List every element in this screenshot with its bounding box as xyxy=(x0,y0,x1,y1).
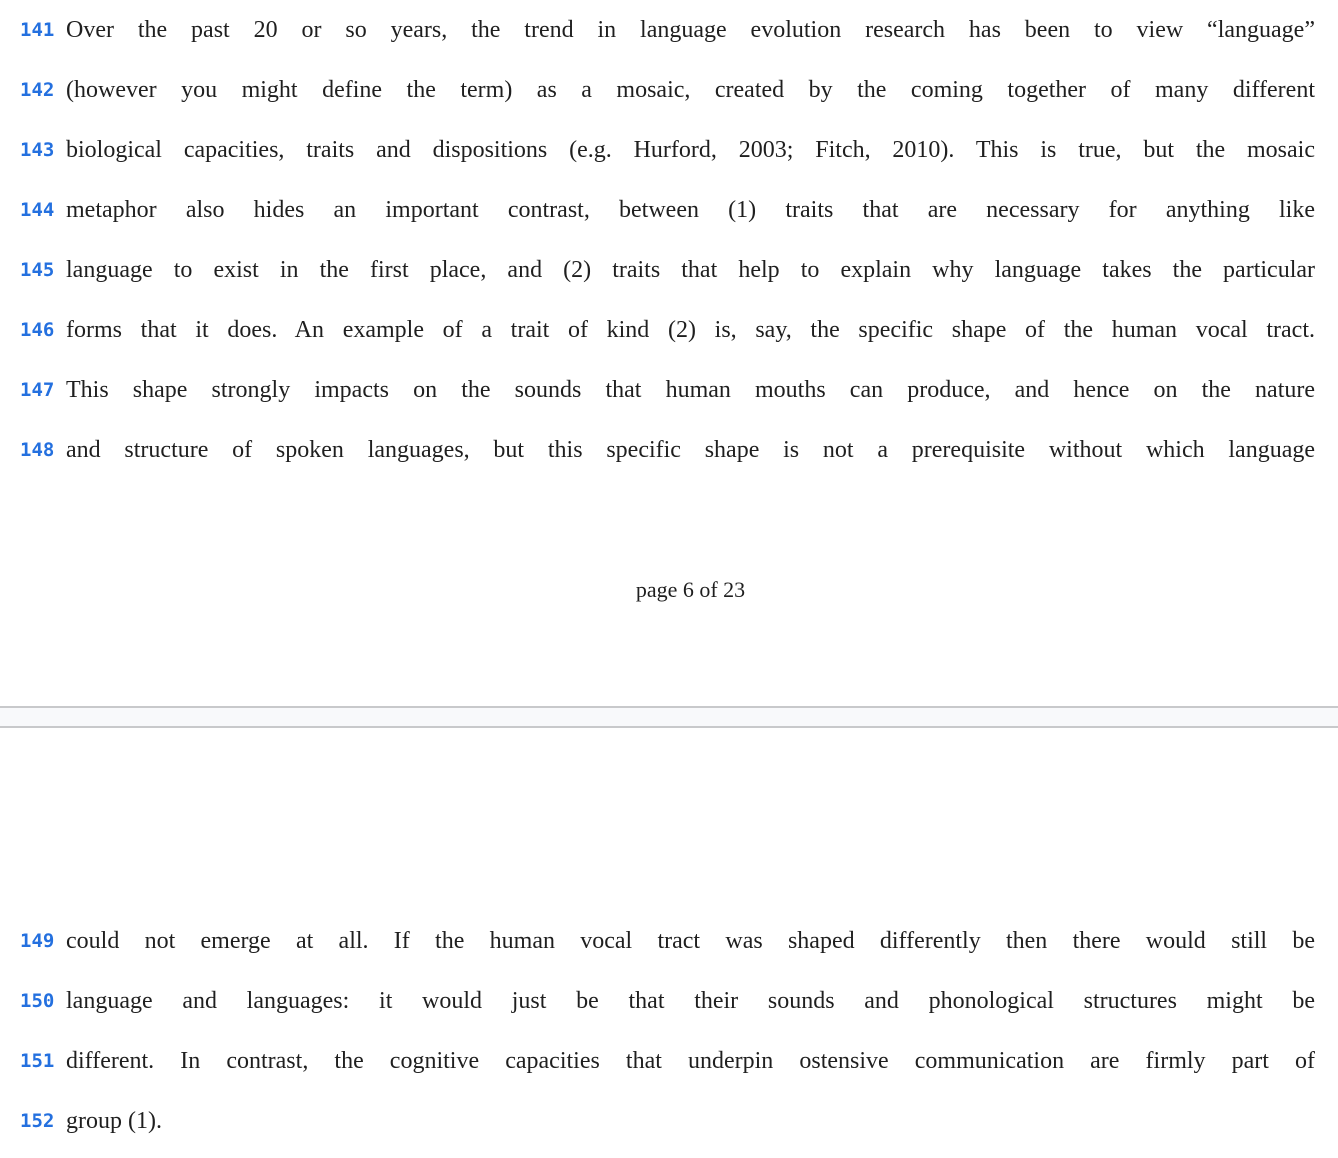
line-text: language to exist in the first place, and (2) traits that help to explain why language takes the particular xyxy=(66,256,1315,283)
document-line xyxy=(0,180,1338,240)
line-number: 148 xyxy=(20,439,55,461)
line-number: 151 xyxy=(20,1050,55,1072)
line-text: forms that it does. An example of a trait of kind (2) is, say, the specific shape of the human vocal tract. xyxy=(66,316,1315,343)
line-number: 146 xyxy=(20,319,55,341)
manuscript-page-7-top xyxy=(0,728,1338,1151)
line-number: 152 xyxy=(20,1110,55,1132)
document-line xyxy=(0,1091,1338,1151)
document-line xyxy=(0,60,1338,120)
document-line xyxy=(0,911,1338,971)
page-break-divider xyxy=(0,706,1338,728)
line-number: 144 xyxy=(20,199,55,221)
page-number-footer: page 6 of 23 xyxy=(635,577,746,602)
line-text: metaphor also hides an important contrast, between (1) traits that are necessary for anything like xyxy=(66,196,1315,223)
line-text: This shape strongly impacts on the sounds that human mouths can produce, and hence on the nature xyxy=(66,376,1315,403)
document-line xyxy=(0,971,1338,1031)
line-number: 145 xyxy=(20,259,55,281)
document-line xyxy=(0,1031,1338,1091)
line-number: 143 xyxy=(20,139,55,161)
line-number: 141 xyxy=(20,19,55,41)
line-number: 149 xyxy=(20,930,55,952)
line-text: Over the past 20 or so years, the trend in language evolution research has been to view “language” xyxy=(66,16,1315,43)
document-line xyxy=(0,360,1338,420)
document-line xyxy=(0,420,1338,480)
document-line xyxy=(0,300,1338,360)
line-text: biological capacities, traits and dispositions (e.g. Hurford, 2003; Fitch, 2010). This is true, but the mosaic xyxy=(66,136,1315,163)
line-text: could not emerge at all. If the human vocal tract was shaped differently then there would still be xyxy=(66,927,1315,954)
line-number: 147 xyxy=(20,379,55,401)
line-text: group (1). xyxy=(66,1107,162,1134)
document-line xyxy=(0,0,1338,60)
line-text: different. In contrast, the cognitive capacities that underpin ostensive communication are firmly part of xyxy=(66,1047,1315,1074)
document-line xyxy=(0,240,1338,300)
line-text: language and languages: it would just be that their sounds and phonological structures might be xyxy=(66,987,1315,1014)
document-line xyxy=(0,120,1338,180)
line-text: and structure of spoken languages, but this specific shape is not a prerequisite without which language xyxy=(66,436,1315,463)
line-number: 142 xyxy=(20,79,55,101)
line-text: (however you might define the term) as a mosaic, created by the coming together of many different xyxy=(66,76,1315,103)
line-number: 150 xyxy=(20,990,55,1012)
